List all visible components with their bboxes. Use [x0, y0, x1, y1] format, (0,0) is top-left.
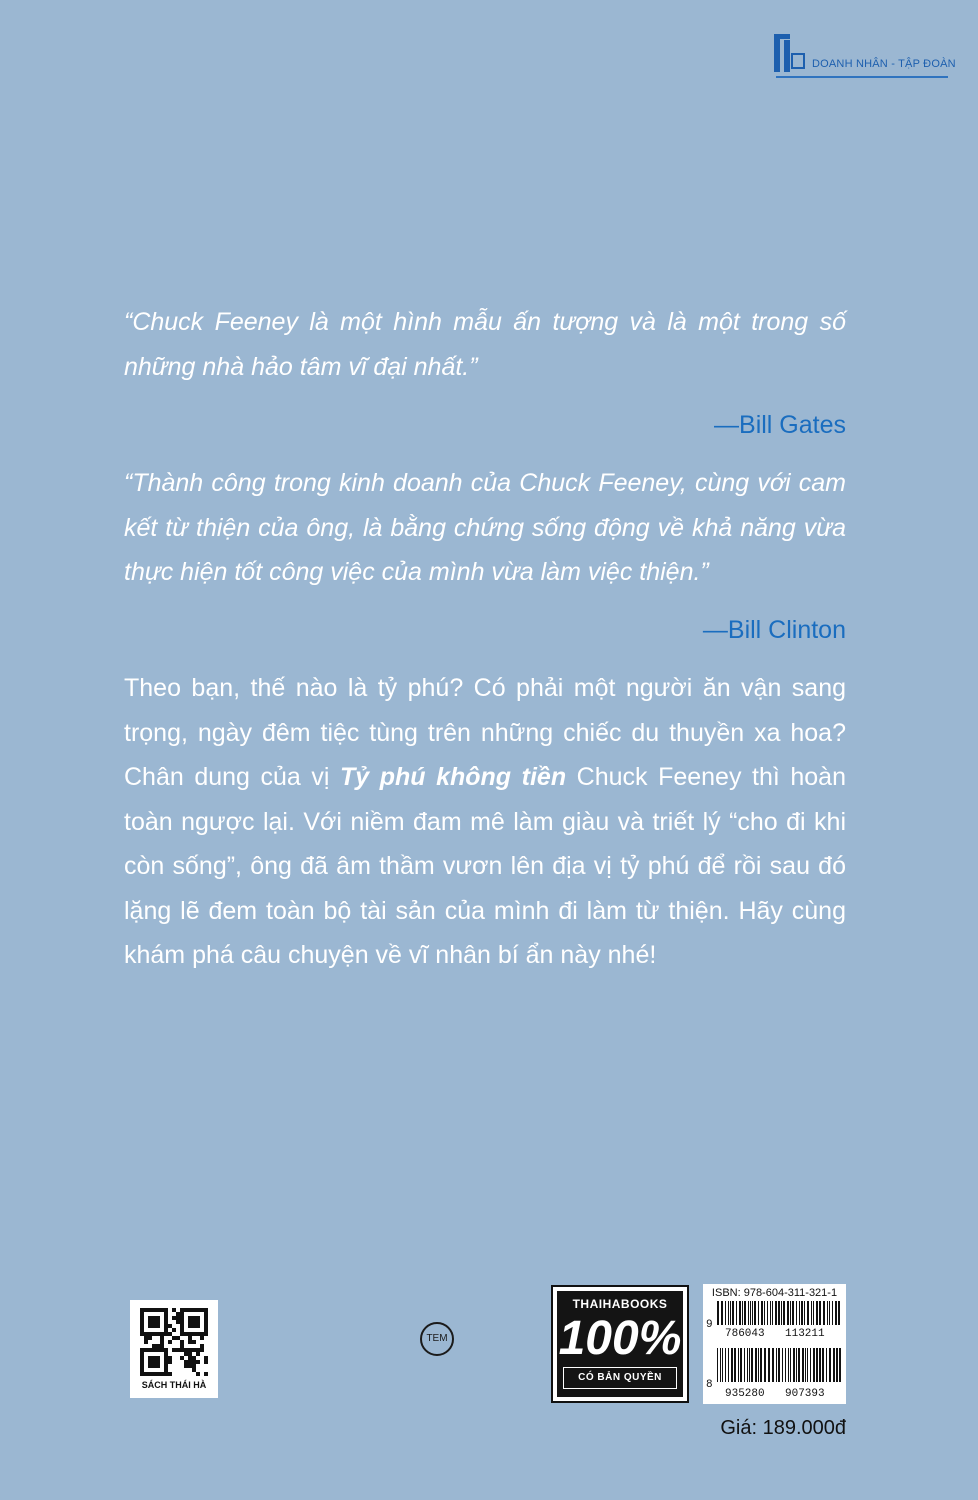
qr-label: SÁCH THÁI HÀ [141, 1380, 207, 1390]
copyright-stamp [551, 1285, 689, 1403]
quote-bill-clinton: “Thành công trong kinh doanh của Chuck Feeney, cùng với cam kết từ thiện của ông, là bằng chứng sống động về khả năng vừa thực hiện tốt công việc của mình vừa làm việc thiện.” [124, 469, 846, 586]
description-part-1: Theo bạn, thế nào là tỷ phú? Có phải một người ăn vận sang trọng, ngày đêm tiệc tùng trên những chiếc du thuyền xa hoa? Chân dung của vị [124, 674, 846, 791]
barcode-2-icon [715, 1348, 843, 1382]
description-part-2: Chuck Feeney thì hoàn toàn ngược lại. Với niềm đam mê làm giàu và triết lý “cho đi khi còn sống”, ông đã âm thầm vươn lên địa vị tỷ phú để rồi sau đó lặng lẽ đem toàn bộ tài sản của mình đi làm từ thiện. Hãy cùng khám phá câu chuyện về vĩ nhân bí ẩn này nhé! [124, 763, 846, 969]
publisher-logo-icon [770, 32, 806, 74]
stamp-subtitle: CÓ BẢN QUYỀN [563, 1367, 677, 1389]
barcode-2-prefix: 8 [706, 1379, 713, 1391]
publisher-logo-underline [776, 76, 948, 78]
barcode-1-group-a: 786043 [725, 1328, 765, 1340]
book-description [124, 666, 846, 978]
copyright-stamp-panel [557, 1291, 683, 1397]
publisher-logo-text: DOANH NHÂN - TẬP ĐOÀN [812, 58, 956, 70]
stamp-brand: THAIHABOOKS [572, 1297, 668, 1311]
isbn-label: ISBN: 978-604-311-321-1 [711, 1287, 838, 1299]
barcode-1-icon [715, 1301, 843, 1325]
publisher-logo [770, 32, 956, 82]
barcode-1-prefix: 9 [706, 1319, 713, 1331]
barcode-2-group-a: 935280 [725, 1388, 765, 1400]
quote-attribution-bill-gates: —Bill Gates [714, 411, 846, 439]
tem-seal: TEM [420, 1322, 454, 1356]
barcode-2-group-b: 907393 [785, 1388, 825, 1400]
barcode-1-group-b: 113211 [785, 1328, 825, 1340]
quote-attribution-bill-clinton: —Bill Clinton [702, 616, 846, 644]
book-title-emphasis: Tỷ phú không tiền [339, 763, 567, 791]
isbn-barcode-block [703, 1284, 846, 1404]
qr-code-block [130, 1300, 218, 1398]
qr-code-icon [140, 1308, 208, 1376]
price-label: Giá: 189.000đ [720, 1417, 846, 1439]
quote-bill-gates: “Chuck Feeney là một hình mẫu ấn tượng và là một trong số những nhà hảo tâm vĩ đại nhất.” [124, 308, 846, 381]
stamp-percentage: 100% [558, 1312, 682, 1365]
